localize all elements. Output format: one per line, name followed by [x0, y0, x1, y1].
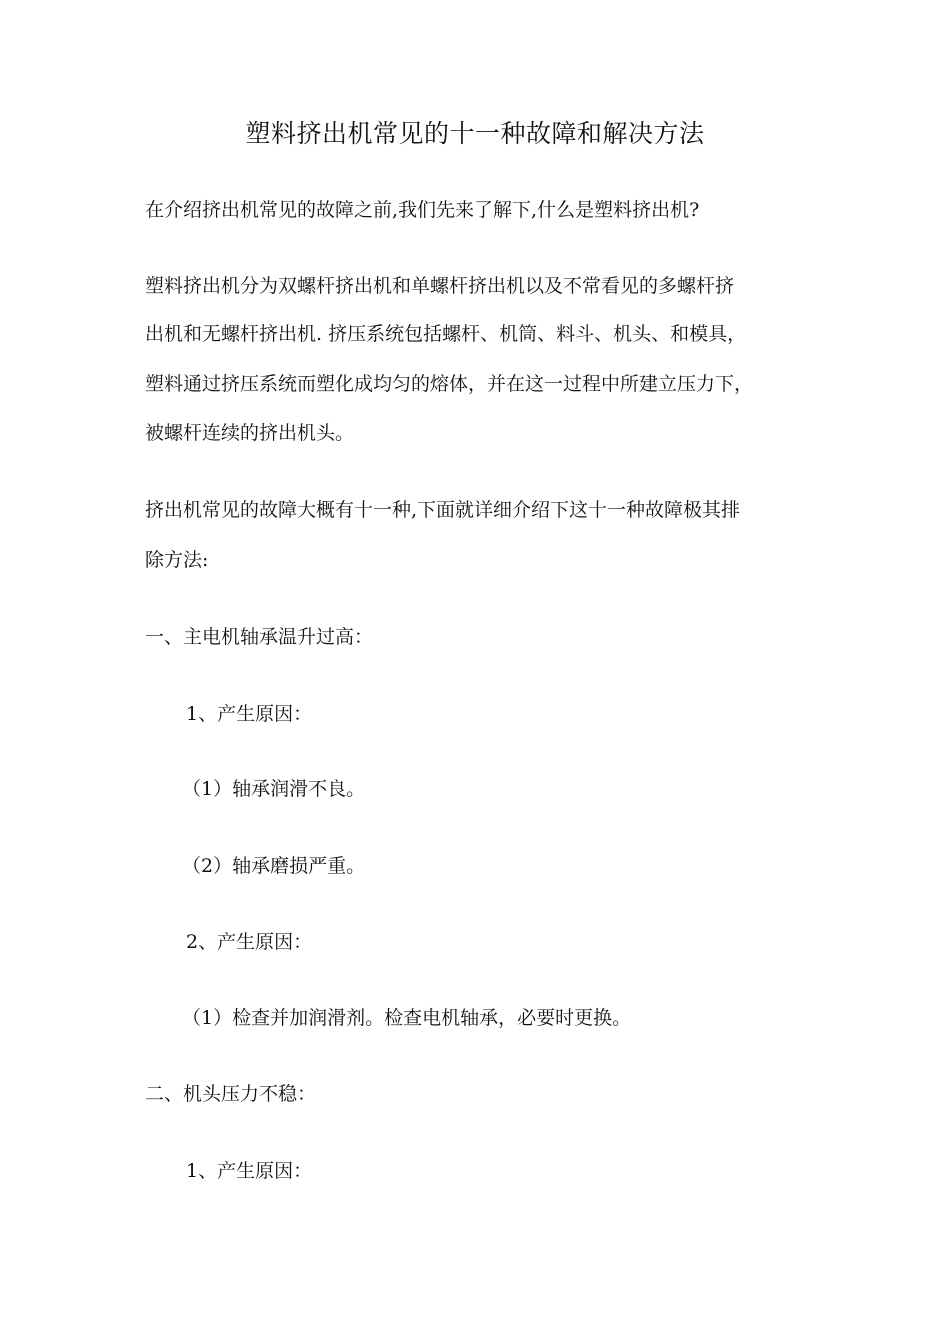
s2-item1-heading: 1、产生原因：	[186, 1160, 313, 1182]
intro-text: 在介绍挤出机常见的故障之前,我们先来了解下,什么是塑料挤出机?	[145, 199, 700, 221]
section1-heading: 一、主电机轴承温升过高：	[145, 626, 374, 648]
para1-line-1: 塑料挤出机分为双螺杆挤出机和单螺杆挤出机以及不常看见的多螺杆挤	[145, 275, 735, 297]
para1-line-4: 被螺杆连续的挤出机头。	[145, 422, 355, 444]
document-title: 塑料挤出机常见的十一种故障和解决方法	[245, 119, 705, 148]
para2-line-2: 除方法:	[145, 549, 209, 571]
section2-heading: 二、机头压力不稳：	[145, 1083, 317, 1105]
s1-item1-a: （1）轴承润滑不良。	[182, 778, 366, 800]
para1-line-3: 塑料通过挤压系统而塑化成均匀的熔体，并在这一过程中所建立压力下，	[145, 373, 754, 395]
s1-item1-b: （2）轴承磨损严重。	[182, 855, 366, 877]
s1-item2-heading: 2、产生原因：	[186, 931, 313, 953]
s1-item1-heading: 1、产生原因：	[186, 703, 313, 725]
para2-line-1: 挤出机常见的故障大概有十一种,下面就详细介绍下这十一种故障极其排	[145, 499, 741, 521]
para1-line-2: 出机和无螺杆挤出机. 挤压系统包括螺杆、机筒、料斗、机头、和模具，	[145, 323, 747, 345]
s1-item2-a: （1）检查并加润滑剂。检查电机轴承，必要时更换。	[182, 1007, 632, 1029]
